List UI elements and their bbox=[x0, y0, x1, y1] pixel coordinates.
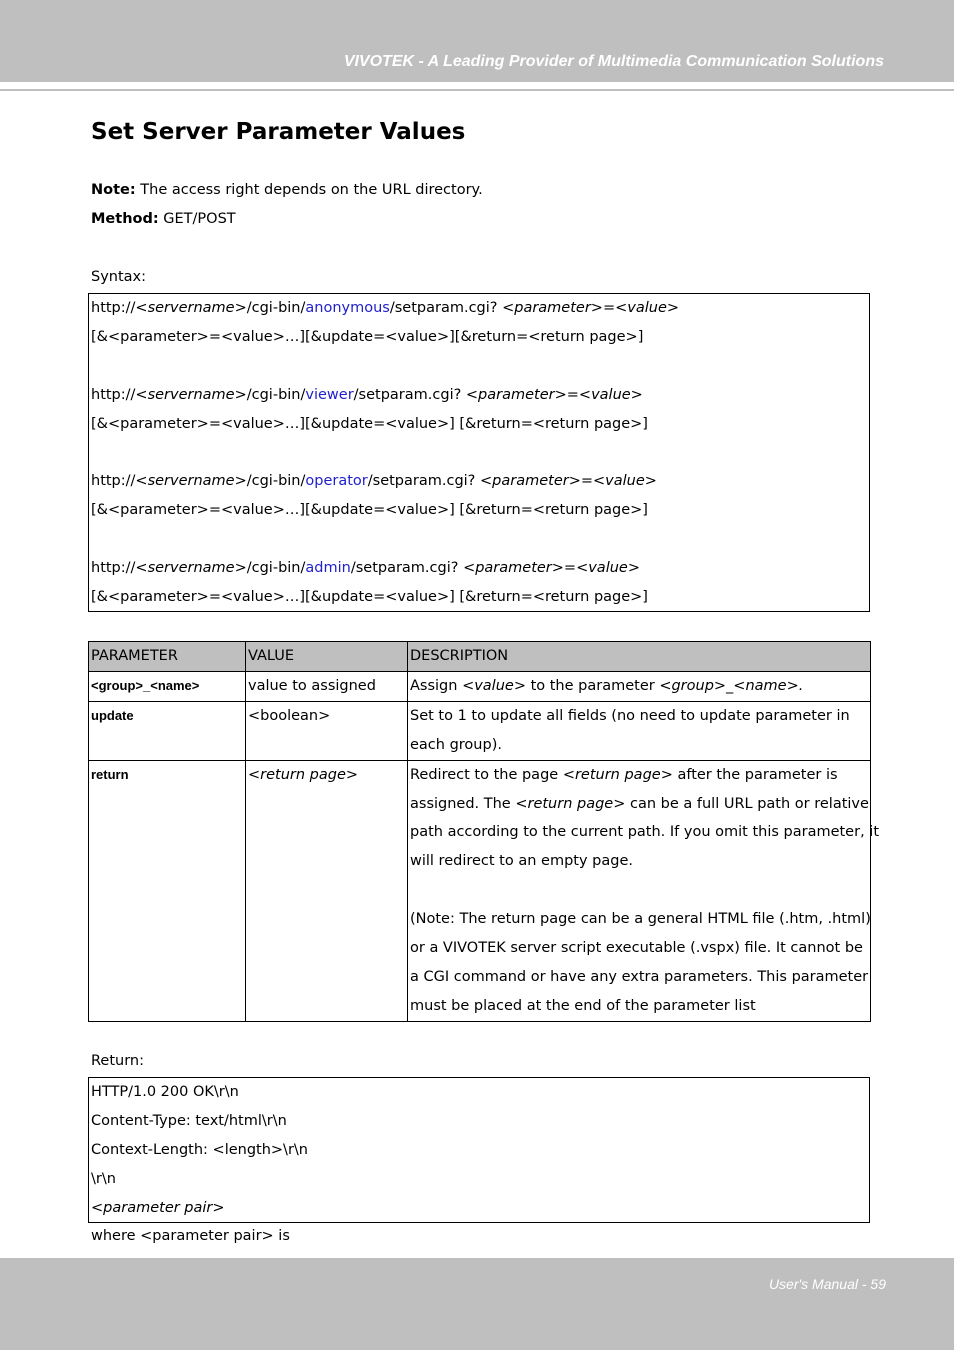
param-value: <return page> bbox=[246, 760, 408, 1021]
note-text: The access right depends on the URL directory. bbox=[135, 182, 483, 198]
param-value: <boolean> bbox=[246, 701, 408, 760]
syntax-url-line: http://<servername>/cgi-bin/viewer/setparam.cgi? <parameter>=<value> bbox=[91, 386, 643, 403]
parameter-table bbox=[88, 641, 879, 1022]
header-parameter: PARAMETER bbox=[89, 642, 246, 672]
header-value: VALUE bbox=[246, 642, 408, 672]
where-text: where <parameter pair> is bbox=[91, 1228, 290, 1244]
dir-admin: admin bbox=[305, 560, 351, 577]
method-text: GET/POST bbox=[158, 211, 236, 227]
syntax-options-line: [&<parameter>=<value>…][&update=<value>] [&return=<return page>] bbox=[91, 588, 648, 605]
header-rule bbox=[0, 89, 954, 91]
syntax-box bbox=[88, 293, 870, 612]
footer-band bbox=[0, 1258, 954, 1350]
page-title: Set Server Parameter Values bbox=[91, 119, 466, 145]
syntax-url-line: http://<servername>/cgi-bin/operator/setparam.cgi? <parameter>=<value> bbox=[91, 473, 657, 490]
syntax-options-line: [&<parameter>=<value>…][&update=<value>] [&return=<return page>] bbox=[91, 502, 648, 519]
header-title: VIVOTEK - A Leading Provider of Multimedia Communication Solutions bbox=[343, 53, 884, 70]
param-description: Assign <value> to the parameter <group>_<name>. bbox=[408, 671, 871, 701]
footer-page-number: User's Manual - 59 bbox=[768, 1276, 886, 1292]
dir-anonymous: anonymous bbox=[305, 300, 390, 316]
syntax-url-line: http://<servername>/cgi-bin/admin/setparam.cgi? <parameter>=<value> bbox=[91, 560, 640, 577]
syntax-options-line: [&<parameter>=<value>…][&update=<value>] [&return=<return page>] bbox=[91, 415, 648, 432]
return-label: Return: bbox=[91, 1053, 145, 1069]
note-label: Note: bbox=[91, 182, 136, 198]
syntax-options-line: [&<parameter>=<value>…][&update=<value>][&return=<return page>] bbox=[91, 328, 644, 345]
table-row bbox=[89, 701, 871, 760]
return-box bbox=[88, 1077, 870, 1223]
return-line: \r\n bbox=[91, 1170, 116, 1187]
syntax-label: Syntax: bbox=[91, 269, 147, 285]
header-description: DESCRIPTION bbox=[408, 642, 871, 672]
method-label: Method: bbox=[91, 211, 159, 227]
param-value: value to assigned bbox=[246, 671, 408, 701]
param-description: Redirect to the page <return page> after the parameter is assigned. The <return page> can be a full URL path or relative path according to the current path. If you omit this parameter, it will redirect to an empty page. (Note: The return page can be a general HTML file (.htm, .html) or a VIVOTEK server script executable (.vspx) file. It cannot be a CGI command or have any extra parameters. This parameter must be placed at the end of the parameter list bbox=[408, 760, 871, 1021]
blank-line bbox=[89, 352, 869, 381]
return-line: Content-Type: text/html\r\n bbox=[91, 1112, 287, 1129]
param-name: return bbox=[89, 760, 246, 1021]
table-row bbox=[89, 671, 871, 701]
table-header-row bbox=[89, 642, 871, 672]
method-line bbox=[91, 211, 236, 227]
dir-operator: operator bbox=[305, 473, 368, 490]
param-description: Set to 1 to update all fields (no need to update parameter in each group). bbox=[408, 701, 871, 760]
return-line: <parameter pair> bbox=[91, 1199, 225, 1216]
blank-line bbox=[89, 525, 869, 554]
return-line: Context-Length: <length>\r\n bbox=[91, 1141, 308, 1158]
syntax-url-line: http://<servername>/cgi-bin/anonymous/setparam.cgi? <parameter>=<value> bbox=[91, 300, 680, 316]
param-name: update bbox=[89, 701, 246, 760]
param-name: <group>_<name> bbox=[89, 671, 246, 701]
blank-line bbox=[89, 438, 869, 467]
table-row bbox=[89, 760, 871, 1021]
dir-viewer: viewer bbox=[305, 386, 354, 403]
note-line bbox=[91, 182, 483, 198]
return-line: HTTP/1.0 200 OK\r\n bbox=[91, 1084, 239, 1100]
